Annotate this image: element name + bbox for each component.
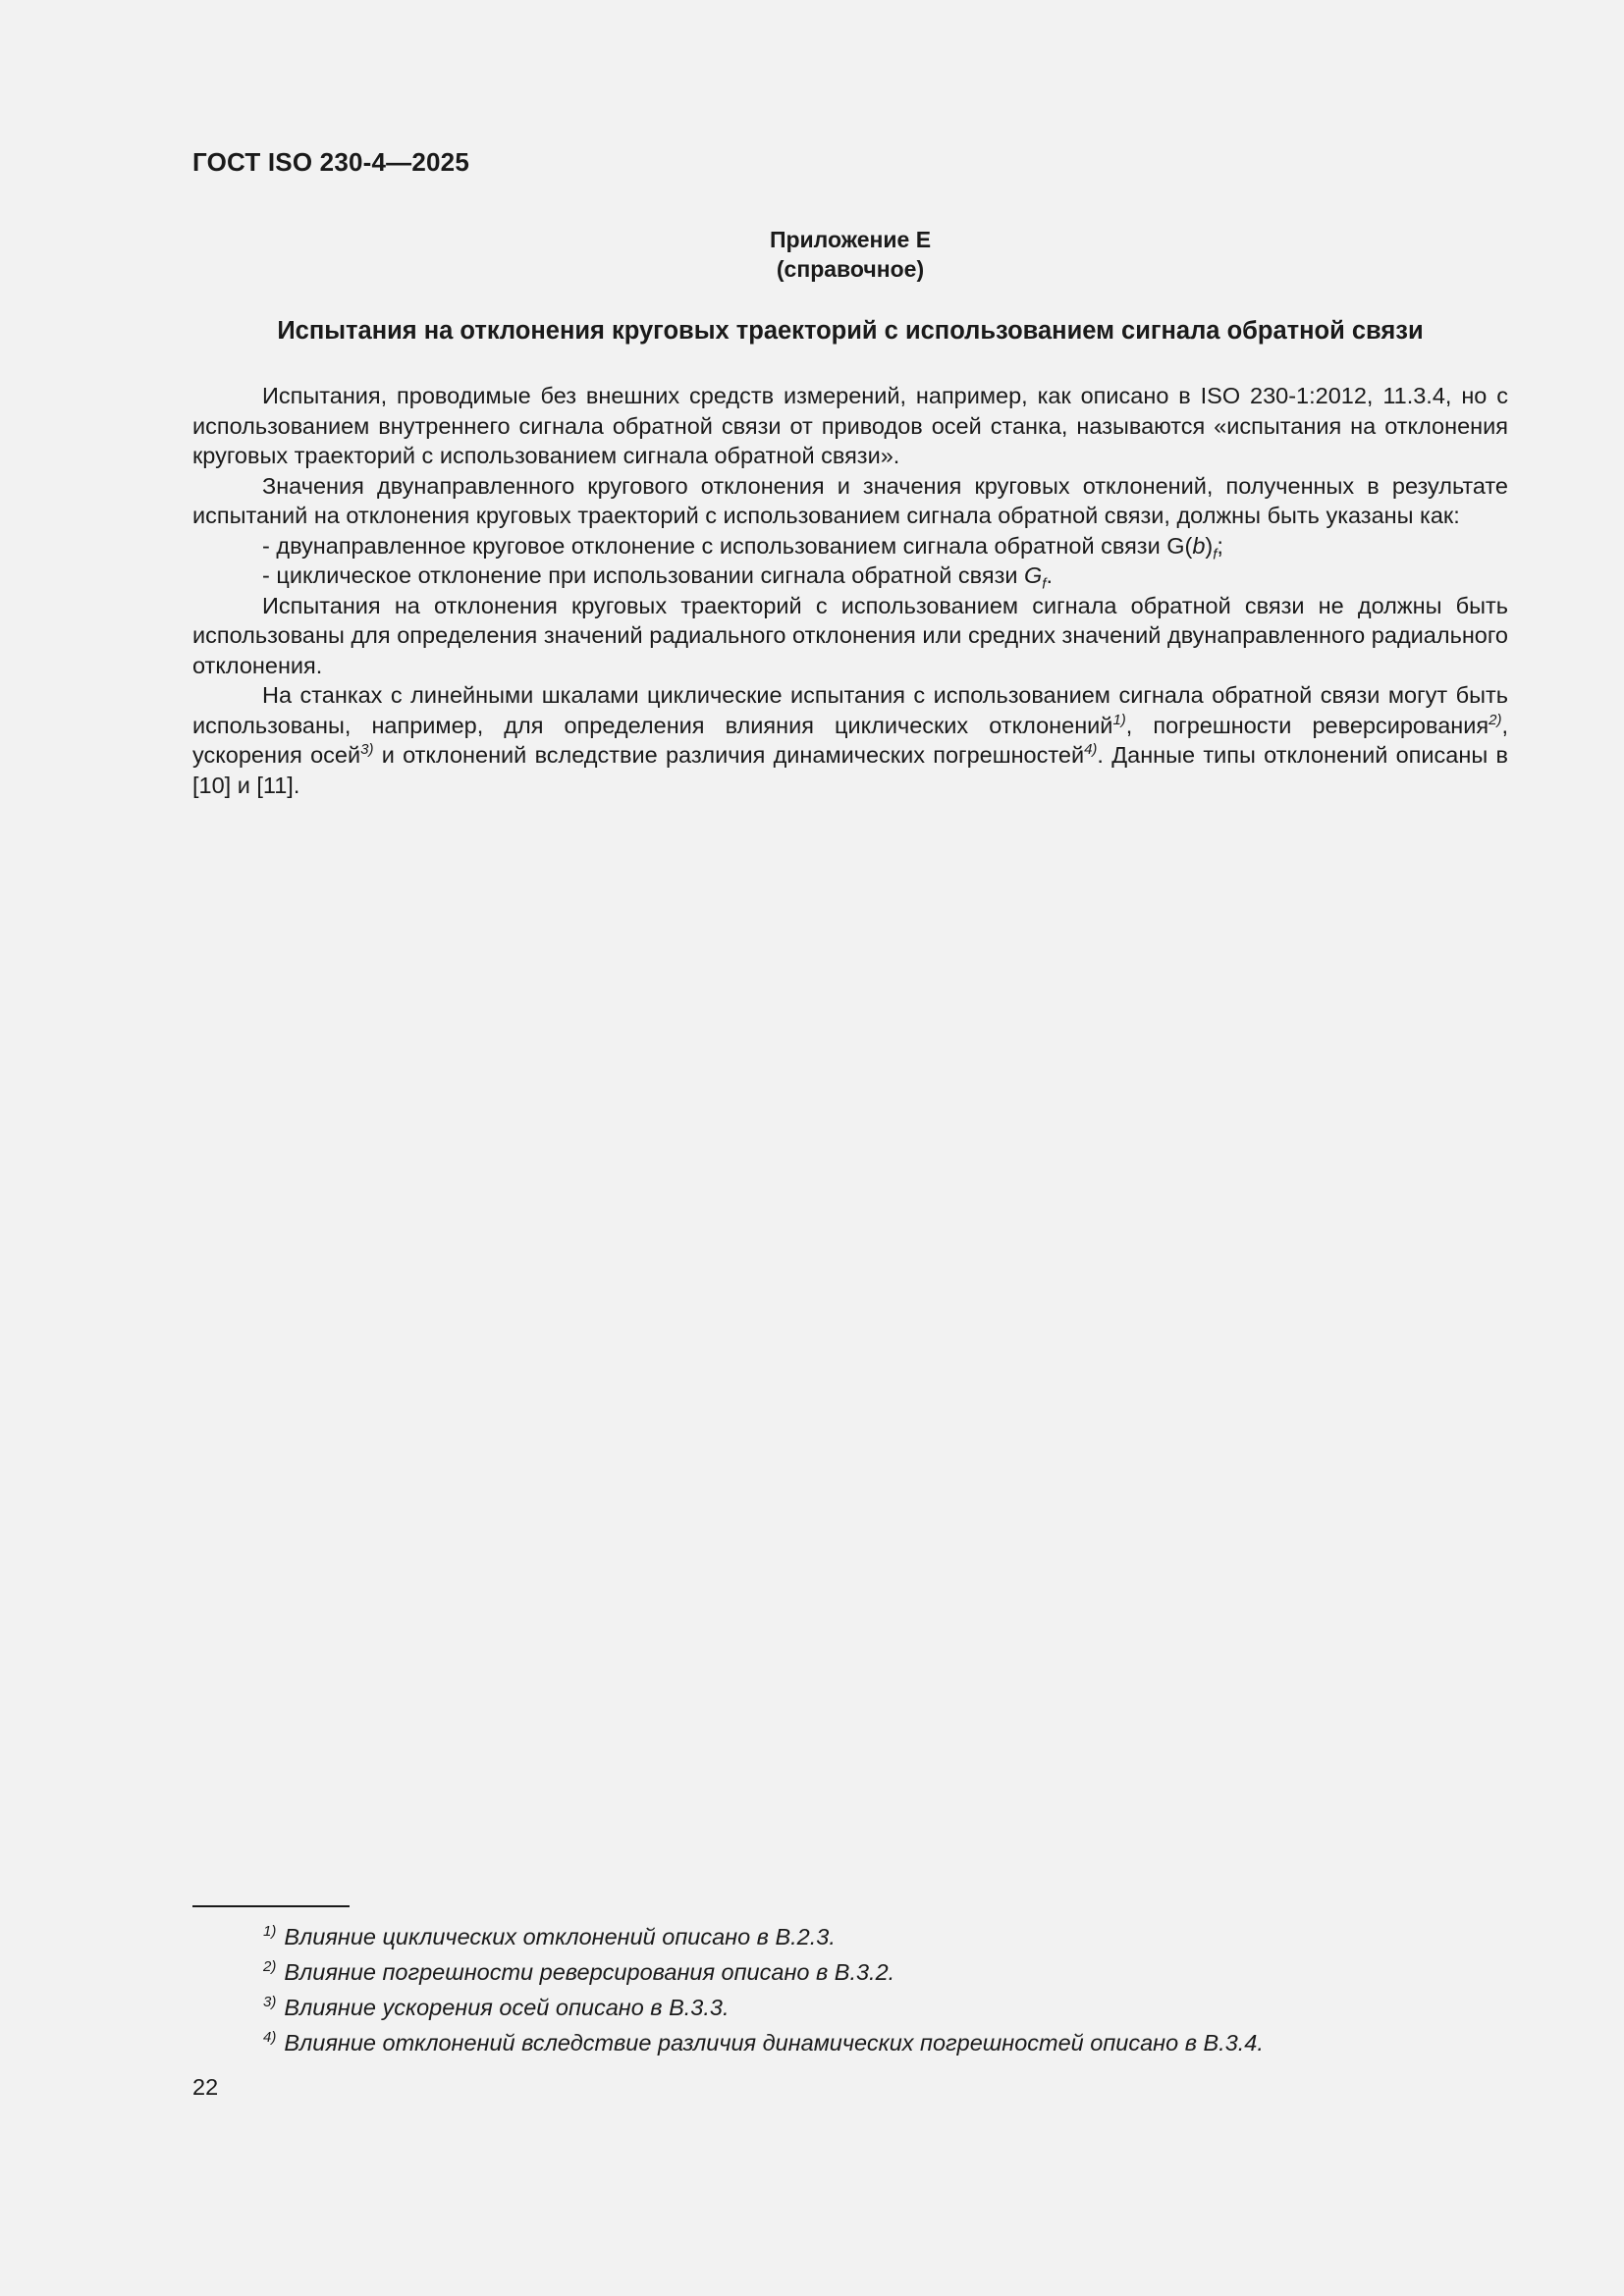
subscript-f: f xyxy=(1042,575,1047,593)
list-item-text: - двунаправленное круговое отклонение с использованием сигнала обратной связи G( xyxy=(262,532,1193,559)
paragraph-4-text-3: , ускорения осей xyxy=(192,712,1508,768)
footnote-mark: 3) xyxy=(263,1994,277,2011)
footnote-text: Влияние циклических отклонений описано в В.2.3. xyxy=(284,1924,836,1949)
paragraph-4-text-2: , погрешности реверсирования xyxy=(1125,712,1489,738)
paragraph-4-text-4: и отклонений вследствие различия динамических погрешностей xyxy=(373,742,1085,768)
footnote-mark: 2) xyxy=(263,1958,277,1976)
subscript-f: f xyxy=(1213,546,1218,563)
footnote-ref-2[interactable]: 2) xyxy=(1489,711,1502,728)
footnote-4 xyxy=(263,2025,1508,2060)
footnote-separator xyxy=(192,1905,350,1907)
footnote-ref-1[interactable]: 1) xyxy=(1112,711,1126,728)
paragraph-1: Испытания, проводимые без внешних средств измерений, например, как описано в ISO 230-1:2012, 11.3.4, но с использованием внутреннего сигнала обратной связи от приводов осей станка, называются «испытания на отклонения круговых траекторий с использованием сигнала обратной связи». xyxy=(192,383,1508,468)
list-item-end: ; xyxy=(1217,532,1223,559)
paragraph-3: Испытания на отклонения круговых траекторий с использованием сигнала обратной связи не должны быть использованы для определения значений радиального отклонения или средних значений двунаправленного радиального отклонения. xyxy=(192,592,1508,678)
annex-heading xyxy=(192,225,1508,284)
footnote-ref-4[interactable]: 4) xyxy=(1084,741,1098,759)
list-item-paren: ) xyxy=(1205,532,1214,559)
annex-type: (справочное) xyxy=(776,256,925,282)
annex-title: Испытания на отклонения круговых траекторий с использованием сигнала обратной связи xyxy=(277,317,1424,345)
list-item-text: - циклическое отклонение при использовании сигнала обратной связи xyxy=(262,562,1025,588)
footnote-mark: 1) xyxy=(263,1923,277,1941)
paragraph-4-text-5: . Данные типы отклонений описаны в [10] и [11]. xyxy=(192,742,1508,798)
paragraph-4-text-1: На станках с линейными шкалами циклические испытания с использованием сигнала обратной связи могут быть использованы, например, для определения влияния циклических отклонений xyxy=(192,682,1508,738)
list-item-end: . xyxy=(1046,562,1053,588)
footnote-ref-3[interactable]: 3) xyxy=(360,741,374,759)
annex-label: Приложение Е xyxy=(769,227,932,252)
footnote-text: Влияние погрешности реверсирования описано в В.3.2. xyxy=(284,1959,895,1985)
footnote-2 xyxy=(263,1954,1508,1990)
footnote-mark: 4) xyxy=(263,2029,277,2047)
footnotes xyxy=(263,1919,1508,2060)
footnote-text: Влияние ускорения осей описано в В.3.3. xyxy=(284,1995,730,2020)
document-id: ГОСТ ISO 230-4—2025 xyxy=(192,147,470,177)
footnote-1 xyxy=(263,1919,1508,1954)
page-number: 22 xyxy=(192,2074,219,2100)
variable-b: b xyxy=(1192,532,1206,559)
body-text xyxy=(192,381,1508,800)
variable-g: G xyxy=(1024,562,1043,588)
list-item-bidirectional-deviation xyxy=(192,531,1508,561)
footnote-3 xyxy=(263,1990,1508,2025)
footnote-text: Влияние отклонений вследствие различия динамических погрешностей описано в В.3.4. xyxy=(284,2030,1264,2056)
list-item-cyclic-deviation xyxy=(192,561,1508,591)
paragraph-2: Значения двунаправленного кругового отклонения и значения круговых отклонений, полученных в результате испытаний на отклонения круговых траекторий с использованием сигнала обратной связи, должны быть указаны как: xyxy=(192,472,1508,528)
paragraph-4 xyxy=(192,680,1508,800)
